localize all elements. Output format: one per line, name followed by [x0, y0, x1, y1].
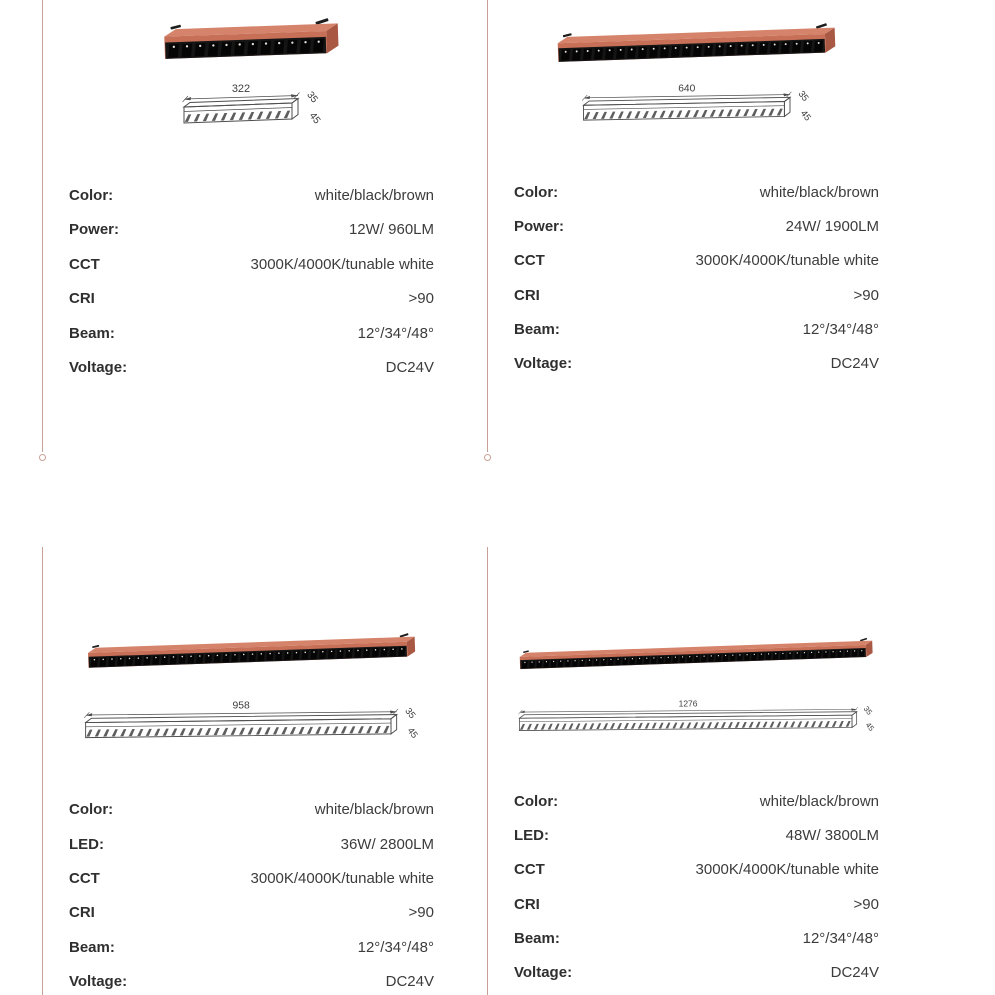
- dimension-drawing-area: [69, 82, 434, 132]
- spec-row-power: [69, 222, 434, 238]
- spec-label: CRI: [69, 290, 95, 308]
- svg-text:35: 35: [303, 89, 320, 106]
- spec-label: LED:: [69, 835, 104, 853]
- spec-label: Color:: [514, 183, 559, 201]
- product-photo-area: [514, 0, 879, 66]
- product-photo: [154, 14, 350, 66]
- spec-value: 12°/34°/48°: [802, 321, 879, 339]
- spec-row-power: [514, 219, 879, 235]
- svg-text:35: 35: [795, 88, 811, 104]
- spec-row-cri: [514, 288, 879, 304]
- spec-row-led: [514, 828, 879, 844]
- svg-text:45: 45: [405, 725, 421, 741]
- spec-row-voltage: [514, 965, 879, 981]
- product-photo-area: [69, 597, 434, 669]
- product-photo-area: [69, 0, 434, 66]
- svg-text:35: 35: [403, 705, 419, 721]
- spec-row-cri: [69, 905, 434, 921]
- spec-row-cct: [514, 862, 879, 878]
- product-photo-area: [514, 597, 879, 669]
- svg-text:640: 640: [677, 83, 695, 95]
- spec-value: 36W/ 2800LM: [340, 835, 434, 853]
- svg-text:35: 35: [861, 704, 875, 717]
- spec-label: Power:: [514, 217, 565, 235]
- product-card-640: [514, 0, 879, 391]
- spec-value: 3000K/4000K/tunable white: [695, 861, 879, 879]
- spec-label: Beam:: [69, 938, 115, 956]
- dimension-drawing: [177, 82, 327, 132]
- spec-label: CCT: [69, 255, 100, 273]
- divider-line: [487, 547, 488, 995]
- spec-table: [514, 794, 879, 982]
- spec-value: 12°/34°/48°: [802, 930, 879, 948]
- spec-value: 3000K/4000K/tunable white: [250, 255, 434, 273]
- product-card-322: [69, 0, 434, 394]
- divider-end-dot: [484, 454, 491, 461]
- spec-row-color: [514, 185, 879, 201]
- svg-text:45: 45: [306, 110, 322, 127]
- spec-value: white/black/brown: [759, 183, 879, 201]
- spec-label: Beam:: [514, 930, 560, 948]
- divider-line: [487, 0, 488, 452]
- spec-row-voltage: [69, 974, 434, 990]
- spec-label: Color:: [69, 187, 114, 204]
- spec-label: LED:: [514, 826, 549, 844]
- dimension-drawing: [514, 699, 879, 738]
- spec-row-cri: [69, 291, 434, 307]
- svg-text:322: 322: [231, 83, 250, 95]
- dimension-drawing-area: [514, 82, 879, 129]
- spec-table: [69, 188, 434, 376]
- spec-value: white/black/brown: [314, 187, 434, 204]
- spec-row-cct: [69, 257, 434, 273]
- spec-label: Voltage:: [69, 358, 128, 376]
- spec-value: 12W/ 960LM: [348, 221, 434, 239]
- product-photo: [81, 634, 423, 669]
- dimension-drawing-area: [514, 699, 879, 738]
- spec-value: 12°/34°/48°: [357, 324, 434, 342]
- spec-value: >90: [853, 286, 879, 304]
- spec-table: [69, 802, 434, 990]
- spec-label: Voltage:: [69, 973, 128, 991]
- spec-label: Voltage:: [514, 355, 573, 373]
- spec-value: DC24V: [385, 973, 434, 991]
- spec-value: 3000K/4000K/tunable white: [695, 252, 879, 270]
- svg-text:958: 958: [232, 700, 250, 712]
- svg-text:45: 45: [798, 108, 813, 123]
- spec-value: white/black/brown: [314, 801, 434, 819]
- dimension-drawing-area: [69, 699, 434, 746]
- spec-value: 12°/34°/48°: [357, 938, 434, 956]
- spec-row-voltage: [69, 360, 434, 376]
- spec-value: 3000K/4000K/tunable white: [250, 869, 434, 887]
- spec-row-beam: [514, 931, 879, 947]
- product-card-958: [69, 597, 434, 995]
- spec-label: Beam:: [69, 324, 115, 342]
- spec-label: Color:: [514, 792, 559, 810]
- product-photo: [549, 22, 845, 66]
- spec-value: >90: [408, 904, 434, 922]
- spec-label: CRI: [69, 904, 95, 922]
- spec-label: Color:: [69, 801, 114, 819]
- spec-value: >90: [853, 895, 879, 913]
- divider-line: [42, 0, 43, 452]
- spec-label: Voltage:: [514, 964, 573, 982]
- spec-row-voltage: [514, 356, 879, 372]
- spec-label: CCT: [69, 869, 100, 887]
- svg-text:45: 45: [863, 720, 876, 733]
- spec-label: CCT: [514, 861, 545, 879]
- spec-table: [514, 185, 879, 373]
- spec-row-beam: [69, 326, 434, 342]
- divider-line: [42, 547, 43, 995]
- spec-value: 24W/ 1900LM: [785, 217, 879, 235]
- spec-row-cct: [514, 253, 879, 269]
- spec-row-color: [69, 188, 434, 204]
- spec-row-led: [69, 837, 434, 853]
- spec-label: CRI: [514, 286, 540, 304]
- product-card-1276: [514, 597, 879, 995]
- dimension-drawing: [577, 82, 817, 129]
- spec-label: Power:: [69, 221, 120, 239]
- spec-value: DC24V: [385, 358, 434, 376]
- svg-text:1276: 1276: [678, 698, 698, 709]
- spec-row-beam: [514, 322, 879, 338]
- spec-value: 48W/ 3800LM: [785, 826, 879, 844]
- spec-value: DC24V: [830, 355, 879, 373]
- spec-label: CRI: [514, 895, 540, 913]
- spec-value: DC24V: [830, 964, 879, 982]
- dimension-drawing: [79, 699, 424, 746]
- product-photo: [514, 640, 879, 669]
- divider-end-dot: [39, 454, 46, 461]
- spec-row-cct: [69, 871, 434, 887]
- spec-value: white/black/brown: [759, 792, 879, 810]
- spec-row-color: [514, 794, 879, 810]
- spec-value: >90: [408, 290, 434, 308]
- spec-row-beam: [69, 940, 434, 956]
- spec-row-color: [69, 802, 434, 818]
- spec-label: CCT: [514, 252, 545, 270]
- spec-row-cri: [514, 897, 879, 913]
- spec-label: Beam:: [514, 321, 560, 339]
